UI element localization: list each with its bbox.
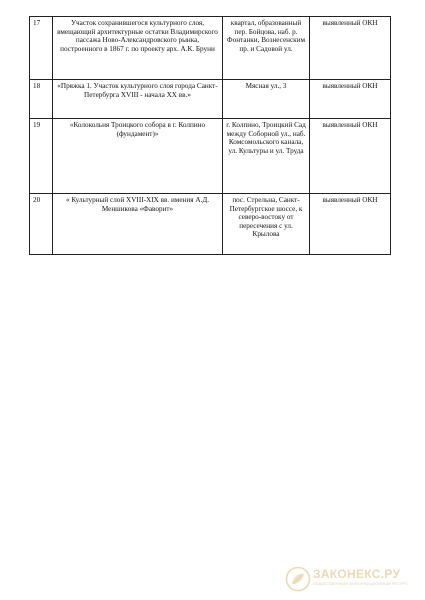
object-category: выявленный ОКН [310,119,391,194]
row-number: 19 [30,119,53,194]
row-number: 17 [30,17,53,80]
table-row [30,17,391,80]
table-row [30,119,391,194]
object-category: выявленный ОКН [310,17,391,80]
row-number: 18 [30,80,53,119]
table-row [30,194,391,255]
object-address: г. Колпино, Троицкий Сад между Соборной ул., наб. Комсомольского канала, ул. Культуры и ул. Труда [223,119,310,194]
object-name: Участок сохранившегося культурного слоя, вмещающий архитектурные остатки Владимирского пассажа Ново-Александровского рынка, построенного в 1867 г. по проекту арх. А.К. Бруни [53,17,223,80]
leaf-logo-icon [285,566,311,592]
watermark-subtitle: ОБЩЕСТВЕННЫЙ ИНФОРМАЦИОННЫЙ РЕСУРС [313,581,408,586]
object-address: квартал, образованный пер. Бойцова, наб. р. Фонтанки, Вознесенским пр. и Садовой ул. [223,17,310,80]
object-name: «Колокольня Троицкого собора в г. Колпино (фундамент)» [53,119,223,194]
object-category: выявленный ОКН [310,80,391,119]
object-address: Мясная ул., 3 [223,80,310,119]
object-name: «Пряжка 1. Участок культурного слоя города Санкт-Петербурга XVIII - начала XX вв.» [53,80,223,119]
okn-table [29,16,391,255]
table-row [30,80,391,119]
object-name: « Культурный слой XVIII-XIX вв. имения А.Д. Меншикова «Фаворит» [53,194,223,255]
row-number: 20 [30,194,53,255]
object-category: выявленный ОКН [310,194,391,255]
watermark-title: ЗАКОНЕКС.РУ [313,567,401,581]
object-address: пос. Стрельна, Санкт-Петербургское шоссе, к северо-востоку от пересечения с ул. Крылова [223,194,310,255]
watermark [285,566,408,592]
